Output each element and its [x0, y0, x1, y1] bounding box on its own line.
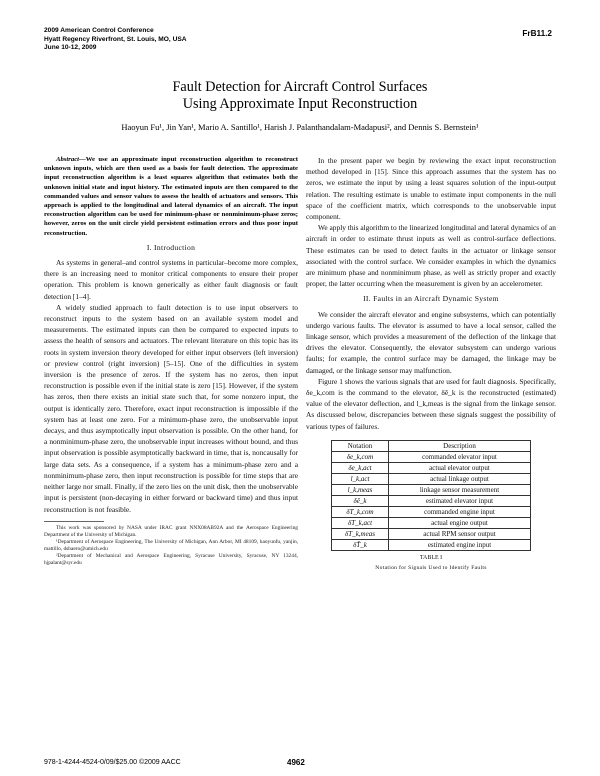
table-cell-notation: δT_k,meas — [332, 528, 389, 539]
conference-date: June 10-12, 2009 — [44, 44, 97, 52]
table-caption: TABLE I — [419, 554, 443, 561]
table-cell-notation: l_k,act — [332, 473, 389, 484]
abstract-text: —We use an approximate input reconstruction algorithm to reconstruct unknown inputs, which are then used as a basis for fault detection. The approximate input reconstruction algorithm is a least squares algorithm that estimates both the unknown initial state and input history. The estimated inputs are then compared to the commanded values and sensor values to assess the health of actuators and sensors. This approach is applied to the longitudinal and lateral dynamics of an aircraft. The input reconstruction algorithm can be used for minimum-phase or nonminimum-phase zeros; however, zeros on the unit circle yield persistent estimation errors and thus poor input reconstruction. — [44, 156, 298, 237]
footnote-rule — [44, 521, 104, 522]
title-line-1: Fault Detection for Aircraft Control Surfaces — [172, 79, 428, 95]
author-list: Haoyun Fu¹, Jin Yan¹, Mario A. Santillo¹, Harish J. Palanthandalam-Madapusi², and Dennis S. Bernstein¹ — [121, 122, 479, 132]
notation-table-wrapper — [331, 440, 531, 574]
table-cell-description: estimated engine input — [389, 539, 531, 550]
table-cell-notation: δe_k,com — [332, 451, 389, 462]
table-cell-notation: δT̂_k — [332, 539, 389, 550]
table-row — [332, 462, 531, 473]
table-cell-notation: δê_k — [332, 495, 389, 506]
footnote-affiliation-1: ¹Department of Aerospace Engineering, The University of Michigan, Ann Arbor, MI 48109, haoyunfu, yanjin, mattillo, dsbaero@umich.edu — [44, 538, 298, 552]
right-paragraph-1: In the present paper we begin by reviewing the exact input reconstruction method developed in [15]. Since this approach assumes that the system has no zeros, we estimate the input by using a least squares solution of the input-output relation. The resulting estimate is unable to estimate input components in the null space of the coefficient matrix, which corresponds to the unobservable input component. — [306, 156, 556, 222]
conference-venue: Hyatt Regency Riverfront, St. Louis, MO, USA — [44, 35, 187, 43]
abstract — [44, 155, 298, 238]
table-cell-description: actual RPM sensor output — [389, 528, 531, 539]
table-cell-notation: l_k,meas — [332, 484, 389, 495]
paper-title — [0, 79, 600, 113]
table-cell-description: actual linkage output — [389, 473, 531, 484]
session-code: FrB11.2 — [522, 29, 552, 38]
isbn-copyright: 978-1-4244-4524-0/09/$25.00 ©2009 AACC — [44, 759, 181, 766]
table-cell-description: actual elevator output — [389, 462, 531, 473]
faults-paragraph-2: Figure 1 shows the various signals that are used for fault diagnosis. Specifically, δe_k,com is the command to the elevator, δê_k is the reconstructed (estimated) value of the elevator deflection, and l_k,meas is the signal from the linkage sensor. As discussed below, discrepancies between these signals suggest the possibility of various types of failures. — [306, 376, 556, 431]
table-cell-description: actual engine output — [389, 517, 531, 528]
table-row — [332, 484, 531, 495]
table-row — [332, 473, 531, 484]
right-column — [306, 155, 556, 574]
table-row — [332, 451, 531, 462]
title-line-2: Using Approximate Input Reconstruction — [182, 96, 418, 112]
section-1-heading: I. Introduction — [146, 242, 196, 252]
notation-table — [331, 440, 531, 551]
table-header-cell: Notation — [332, 440, 389, 451]
table-cell-description: commanded elevator input — [389, 451, 531, 462]
intro-paragraph-2: A widely studied approach to fault detection is to use input observers to reconstruct inputs to the system based on an available system model and measurements. The estimated inputs can then be compared to expected inputs to assess the health of sensors and actuators. The relevant literature on this topic has its roots in system inversion theory developed for either input observers (left inversion) or preview control (right inversion) [5–15]. One of the difficulties in system inversion is the presence of zeros. If the system has no zeros, then input reconstruction is possible even if the initial state is zero [15]. However, if the system has zeros, then there exists an initial state such that, for some nonzero input, the output is identically zero. Therefore, exact input reconstruction is impossible if the system has at least one zero. For a minimum-phase zero, the unobservable input decays, and thus asymptotically input observation is possible. On the other hand, for a nonminimum-phase zero, the unobservable input increases without bound, and thus input observation is possible asymptotically backward in time, that is, noncausally for large data sets. As a consequence, if a system has a minimum-phase zero and a nonminimum-phase zero, then input reconstruction is possible for time steps that are neither large nor small. Finally, if the zero lies on the unit disk, then the unobservable input is persistent (non-decaying in either forward or backward time) and thus input reconstruction is not feasible. — [44, 302, 298, 514]
intro-paragraph-1: As systems in general–and control systems in particular–become more complex, there is an increasing need to monitor critical components to ensure their proper operation. This problem is known generically as either fault diagnosis or fault detection [1–4]. — [44, 258, 298, 301]
table-row — [332, 517, 531, 528]
table-cell-description: estimated elevator input — [389, 495, 531, 506]
table-cell-notation: δT_k,act — [332, 517, 389, 528]
table-row — [332, 528, 531, 539]
section-2-heading: II. Faults in an Aircraft Dynamic System — [363, 294, 499, 304]
footnote-funding: This work was sponsored by NASA under IRAC grant NNX08AB92A and the Aerospace Engineering Department of the University of Michigan. — [44, 524, 298, 538]
footnote-affiliation-2: ²Department of Mechanical and Aerospace Engineering, Syracuse University, Syracuse, NY 13244, hjpalant@syr.edu — [44, 552, 298, 566]
page-number: 4962 — [287, 758, 305, 767]
table-caption-title: Notation for Signals Used to Identify Faults — [375, 564, 487, 571]
left-column — [44, 155, 298, 567]
table-header-cell: Description — [389, 440, 531, 451]
conference-header — [44, 27, 187, 53]
table-cell-description: commanded engine input — [389, 506, 531, 517]
table-cell-notation: δe_k,act — [332, 462, 389, 473]
table-row — [332, 495, 531, 506]
table-row — [332, 506, 531, 517]
right-paragraph-2: We apply this algorithm to the linearized longitudinal and lateral dynamics of an aircraft in order to estimate thrust inputs as well as control-surface deflections. These estimates can be used to detect faults in the actuator or linkage sensor associated with the control surface. We consider examples in which the dynamics are minimum phase and nonminimum phase, as well as strictly proper and exactly proper, the latter occurring when the measurement is given by an accelerometer. — [306, 223, 556, 289]
table-cell-notation: δT_k,com — [332, 506, 389, 517]
table-row — [332, 539, 531, 550]
table-header-row — [332, 440, 531, 451]
conference-name: 2009 American Control Conference — [44, 27, 154, 34]
table-cell-description: linkage sensor measurement — [389, 484, 531, 495]
abstract-label: Abstract — [56, 156, 80, 163]
faults-paragraph-1: We consider the aircraft elevator and engine subsystems, which can potentially undergo various faults. The elevator is assumed to have a local sensor, called the linkage sensor, which provides a measurement of the deflection of the linkage that drives the elevator. Consequently, the elevator subsystem can undergo various faults; for example, the control surface may be damaged, the linkage may be damaged, or the linkage sensor may malfunction. — [306, 309, 556, 375]
